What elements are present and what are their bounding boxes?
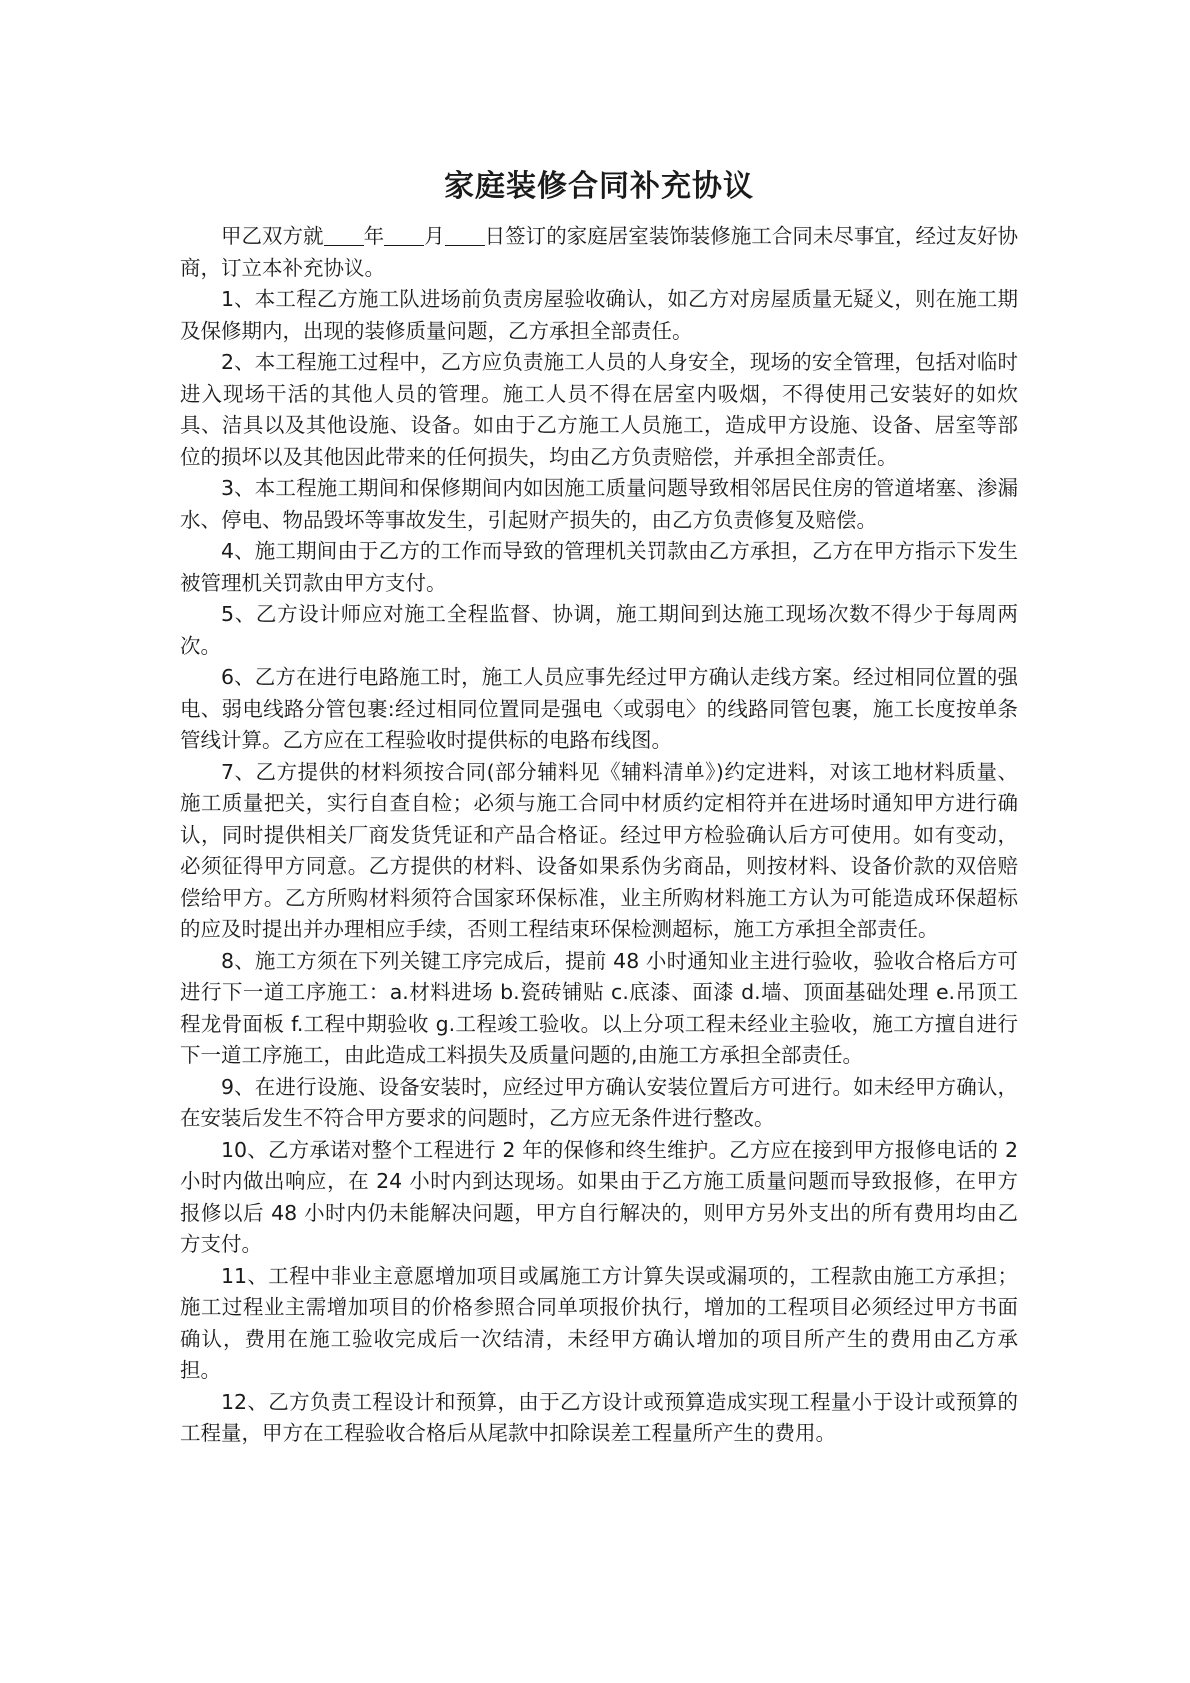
clause-8: 8、施工方须在下列关键工序完成后，提前 48 小时通知业主进行验收，验收合格后方可进行下一道工序施工：a.材料进场 b.瓷砖铺贴 c.底漆、面漆 d.墙、顶面基础处理 e.吊顶工程龙骨面板 f.工程中期验收 g.工程竣工验收。以上分项工程未经业主验收，施工方擅自进行下一道工序施工，由此造成工料损失及质量问题的,由施工方承担全部责任。: [180, 948, 1018, 1067]
intro-paragraph: [180, 221, 1018, 284]
clause-2: 2、本工程施工过程中，乙方应负责施工人员的人身安全，现场的安全管理，包括对临时进入现场干活的其他人员的管理。施工人员不得在居室内吸烟，不得使用己安装好的如炊具、洁具以及其他设施、设备。如由于乙方施工人员施工，造成甲方设施、设备、居室等部位的损坏以及其他因此带来的任何损失，均由乙方负责赔偿，并承担全部责任。: [180, 350, 1018, 469]
document-page: [180, 165, 1018, 1450]
clause-5: 5、乙方设计师应对施工全程监督、协调，施工期间到达施工现场次数不得少于每周两次。: [180, 602, 1018, 658]
clause-3: 3、本工程施工期间和保修期间内如因施工质量问题导致相邻居民住房的管道堵塞、渗漏水、停电、物品毁坏等事故发生，引起财产损失的，由乙方负责修复及赔偿。: [180, 476, 1018, 532]
blank-year[interactable]: [324, 225, 364, 246]
clause-12: 12、乙方负责工程设计和预算，由于乙方设计或预算造成实现工程量小于设计或预算的工程量，甲方在工程验收合格后从尾款中扣除误差工程量所产生的费用。: [180, 1389, 1018, 1445]
clause-7: 7、乙方提供的材料须按合同(部分辅料见《辅料清单》)约定进料，对该工地材料质量、施工质量把关，实行自查自检；必须与施工合同中材质约定相符并在进场时通知甲方进行确认，同时提供相关厂商发货凭证和产品合格证。经过甲方检验确认后方可使用。如有变动，必须征得甲方同意。乙方提供的材料、设备如果系伪劣商品，则按材料、设备价款的双倍赔偿给甲方。乙方所购材料须符合国家环保标准，业主所购材料施工方认为可能造成环保超标的应及时提出并办理相应手续，否则工程结束环保检测超标，施工方承担全部责任。: [180, 759, 1018, 941]
clause-9: 9、在进行设施、设备安装时，应经过甲方确认安装位置后方可进行。如未经甲方确认，在安装后发生不符合甲方要求的问题时，乙方应无条件进行整改。: [180, 1074, 1018, 1130]
clause-6: 6、乙方在进行电路施工时，施工人员应事先经过甲方确认走线方案。经过相同位置的强电、弱电线路分管包裹:经过相同位置同是强电〈或弱电〉的线路同管包裹，施工长度按单条管线计算。乙方应在工程验收时提供标的电路布线图。: [180, 665, 1018, 752]
intro-year-label: 年: [363, 224, 385, 248]
blank-day[interactable]: [445, 225, 485, 246]
intro-month-label: 月: [424, 224, 445, 248]
intro-suffix: 日签订的家庭居室装饰装修施工合同未尽事宜，经过友好协商，订立本补充协议。: [180, 224, 1019, 280]
blank-month[interactable]: [384, 225, 424, 246]
intro-prefix: 甲乙双方就: [221, 224, 324, 248]
document-title: 家庭装修合同补充协议: [444, 169, 754, 204]
clause-10: 10、乙方承诺对整个工程进行 2 年的保修和终生维护。乙方应在接到甲方报修电话的 2 小时内做出响应，在 24 小时内到达现场。如果由于乙方施工质量问题而导致报修，在甲方报修以后 48 小时内仍未能解决问题，甲方自行解决的，则甲方另外支出的所有费用均由乙方支付。: [180, 1137, 1018, 1256]
clause-11: 11、工程中非业主意愿增加项目或属施工方计算失误或漏项的，工程款由施工方承担；施工过程业主需增加项目的价格参照合同单项报价执行，增加的工程项目必须经过甲方书面确认，费用在施工验收完成后一次结清，未经甲方确认增加的项目所产生的费用由乙方承担。: [180, 1263, 1018, 1382]
clause-1: 1、本工程乙方施工队进场前负责房屋验收确认，如乙方对房屋质量无疑义，则在施工期及保修期内，出现的装修质量问题，乙方承担全部责任。: [180, 287, 1018, 343]
clause-4: 4、施工期间由于乙方的工作而导致的管理机关罚款由乙方承担，乙方在甲方指示下发生被管理机关罚款由甲方支付。: [180, 539, 1018, 595]
